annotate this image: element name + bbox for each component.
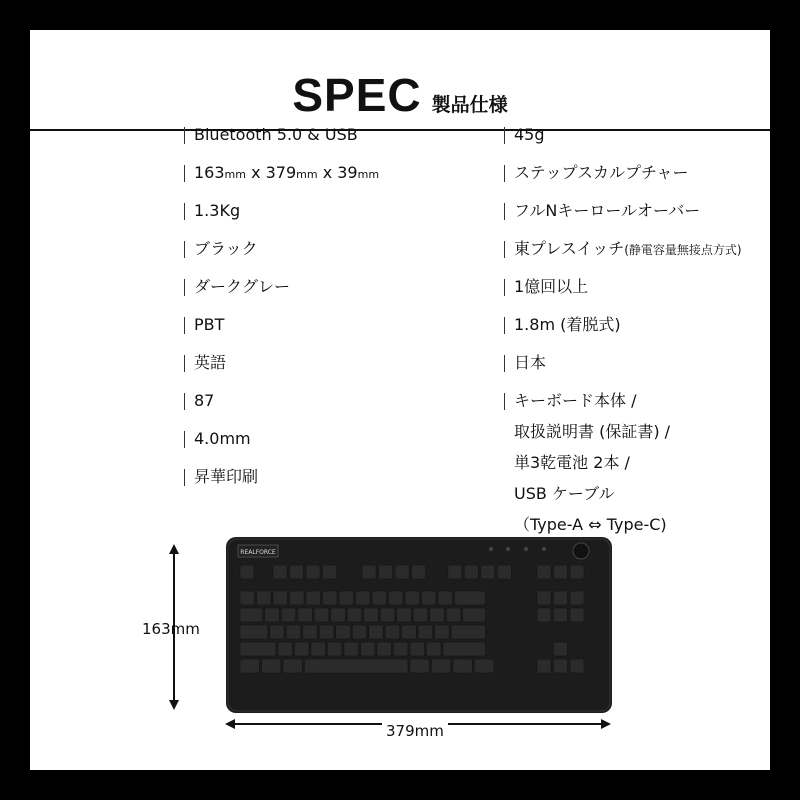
keycap: [347, 608, 362, 622]
keycap: [240, 642, 276, 656]
spec-value: PBT: [194, 315, 225, 334]
spec-separator: [504, 165, 505, 182]
keycap: [570, 608, 584, 622]
keycap: [323, 591, 338, 605]
keycap: [464, 565, 478, 579]
keycap: [306, 591, 321, 605]
spec-value: 45g: [514, 125, 545, 144]
keyboard-image: [226, 537, 612, 713]
keycap: [331, 608, 346, 622]
keycap: [240, 608, 263, 622]
title-sub: 製品仕様: [431, 94, 508, 116]
keycap: [372, 591, 387, 605]
switch-note: (静電容量無接点方式): [624, 243, 742, 257]
spec-value: 4.0mm: [194, 429, 251, 448]
spec-separator: [184, 355, 185, 372]
spec-value: Bluetooth 5.0 & USB: [194, 125, 358, 144]
spec-separator: [184, 431, 185, 448]
spec-value: [514, 237, 742, 262]
keycap: [273, 591, 288, 605]
keycap: [281, 608, 296, 622]
keycap: [430, 608, 445, 622]
keycap: [554, 642, 568, 656]
spec-value: フルNキーロールオーバー: [514, 201, 701, 220]
title-main: SPEC: [292, 69, 422, 121]
keycap: [273, 565, 287, 579]
spec-value: 1.8m (着脱式): [514, 315, 621, 334]
spec-card: [30, 30, 770, 770]
title-divider: [30, 129, 770, 131]
keycap: [327, 642, 342, 656]
spec-separator: [504, 317, 505, 334]
keycap: [554, 591, 568, 605]
keycap: [453, 659, 472, 673]
height-label: [142, 620, 200, 638]
keycap: [278, 642, 293, 656]
spec-title: [30, 68, 770, 122]
keycap: [413, 608, 428, 622]
spec-separator: [504, 241, 505, 258]
keycap: [336, 625, 351, 639]
keycap: [455, 591, 486, 605]
spec-separator: [184, 203, 185, 220]
spec-value: 1.3Kg: [194, 201, 241, 220]
keycap: [380, 608, 395, 622]
keycap: [405, 591, 420, 605]
keycap: [306, 565, 320, 579]
keycap: [451, 625, 485, 639]
spec-separator: [184, 279, 185, 296]
keycap: [474, 659, 493, 673]
keycap: [364, 608, 379, 622]
keycap: [304, 659, 408, 673]
keycap: [290, 591, 305, 605]
keycap: [240, 591, 255, 605]
spec-separator: [504, 203, 505, 220]
keycap: [554, 565, 568, 579]
keycap: [290, 565, 304, 579]
keycap: [446, 608, 461, 622]
keycap: [443, 642, 486, 656]
keycap: [463, 608, 486, 622]
spec-separator: [184, 393, 185, 410]
spec-separator: [504, 355, 505, 372]
keycap: [240, 625, 268, 639]
keycap: [537, 659, 551, 673]
keycap: [422, 591, 437, 605]
spec-value: 87: [194, 391, 215, 410]
keycap: [537, 608, 551, 622]
spec-separator: [504, 127, 505, 144]
keycap: [497, 565, 511, 579]
keycap: [438, 591, 453, 605]
keycap: [537, 565, 551, 579]
keycap: [314, 608, 329, 622]
keycap: [265, 608, 280, 622]
keycap: [294, 642, 309, 656]
keycap: [554, 608, 568, 622]
contents-item: キーボード本体 /: [514, 391, 637, 410]
keycap: [319, 625, 334, 639]
keycap: [426, 642, 441, 656]
height-value: 163mm: [142, 620, 200, 638]
width-label: [382, 722, 448, 740]
keycap: [435, 625, 450, 639]
keycap: [412, 565, 426, 579]
keycap: [385, 625, 400, 639]
keycap: [431, 659, 450, 673]
brand-logo: REALFORCE: [240, 549, 276, 556]
spec-value: ダークグレー: [194, 277, 291, 296]
keycap: [298, 608, 313, 622]
spec-separator: [504, 393, 505, 410]
spec-value: ステップスカルプチャー: [514, 163, 689, 182]
keycap: [283, 659, 302, 673]
keycap: [356, 591, 371, 605]
keycap: [270, 625, 285, 639]
keycap: [323, 565, 337, 579]
spec-separator: [184, 165, 185, 182]
width-value: 379mm: [386, 722, 444, 740]
spec-value: 昇華印刷: [194, 467, 259, 486]
keycap: [311, 642, 326, 656]
keycap: [481, 565, 495, 579]
keycap: [393, 642, 408, 656]
spec-value: 日本: [514, 353, 547, 372]
contents-item: USB ケーブル: [514, 484, 615, 503]
spec-separator: [504, 279, 505, 296]
keycap: [570, 591, 584, 605]
keycap: [369, 625, 384, 639]
keycap: [389, 591, 404, 605]
keycap: [339, 591, 354, 605]
spec-separator: [184, 317, 185, 334]
keycap: [410, 642, 425, 656]
keycap: [257, 591, 272, 605]
keycap: [570, 659, 584, 673]
keycap: [362, 565, 376, 579]
switch-type: 東プレスイッチ: [514, 239, 625, 258]
keycap: [261, 659, 280, 673]
keycap: [352, 625, 367, 639]
contents-item: （Type-A ⇔ Type-C): [514, 515, 667, 534]
keycap: [537, 591, 551, 605]
keycap: [402, 625, 417, 639]
keycap: [570, 565, 584, 579]
contents-item: 単3乾電池 2本 /: [514, 453, 630, 472]
keycap: [377, 642, 392, 656]
contents-list: [514, 389, 670, 544]
keycap: [379, 565, 393, 579]
keycap: [240, 659, 259, 673]
keycap: [554, 659, 568, 673]
keycap: [303, 625, 318, 639]
keycap: [418, 625, 433, 639]
keycap: [448, 565, 462, 579]
spec-separator: [184, 127, 185, 144]
spec-separator: [184, 469, 185, 486]
keycap: [395, 565, 409, 579]
spec-value: ブラック: [194, 239, 258, 258]
spec-value: 英語: [194, 353, 227, 372]
keycap: [410, 659, 429, 673]
keycap: [286, 625, 301, 639]
contents-item: 取扱説明書 (保証書) /: [514, 422, 671, 441]
spec-separator: [184, 241, 185, 258]
spec-value: 1億回以上: [514, 277, 589, 296]
spec-value: 163mm x 379mm x 39mm: [194, 163, 380, 182]
keycap: [240, 565, 254, 579]
keycap: [360, 642, 375, 656]
keycap: [344, 642, 359, 656]
keycap: [397, 608, 412, 622]
